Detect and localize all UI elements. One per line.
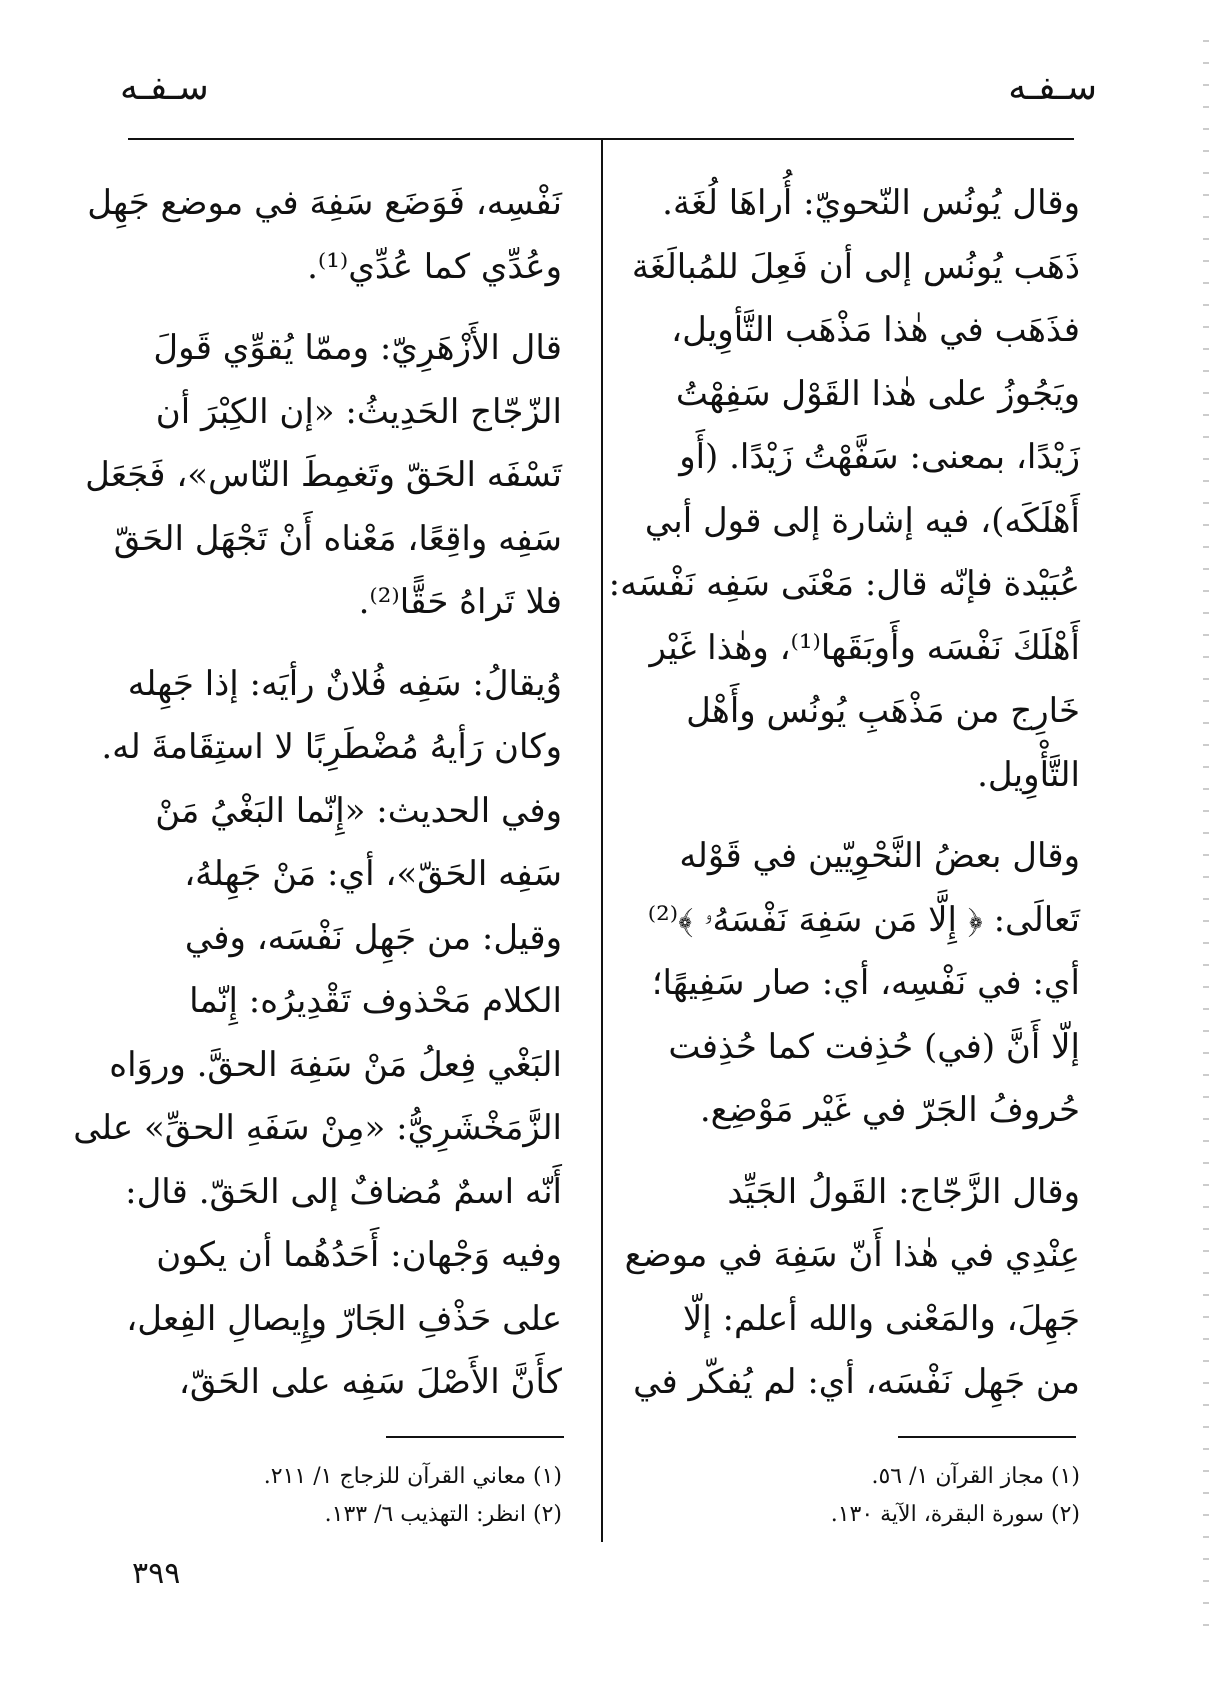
text-line: أَهْلَكَه)، فيه إشارة إلى قول أبي <box>644 500 1080 541</box>
text-line: حُروفُ الجَرّ في غَيْر مَوْضِع. <box>699 1090 1080 1130</box>
text-line: وقيل: من جَهِل نَفْسَه، وفي <box>184 917 562 958</box>
paragraph <box>624 1161 1080 1415</box>
text-line: ذَهَب يُونُس إلى أن فَعِلَ للمُبالَغَة <box>631 246 1080 287</box>
text-line: تَسْفَه الحَقّ وتَغمِطَ النّاس»، فَجَعَل <box>85 455 562 495</box>
text-line: ويَجُوزُ على هٰذا القَوْل سَفِهْتُ <box>675 373 1080 414</box>
text-line: البَغْي فِعلُ مَنْ سَفِهَ الحقَّ. وروَاه <box>109 1044 562 1085</box>
text-line: زَيْدًا، بمعنى: سَفَّهْتُ زَيْدًا. (أَو <box>679 437 1080 477</box>
text-line: من جَهِل نَفْسَه، أي: لم يُفكّر في <box>633 1362 1080 1402</box>
text-line: وقال يُونُس النّحويّ: أُراهَا لُغَة. <box>662 183 1080 223</box>
footnotes-left <box>122 1458 562 1534</box>
scan-margin-marks <box>1203 40 1209 1640</box>
text-line: قال الأَزْهَرِيّ: وممّا يُقوِّي قَولَ <box>153 328 562 368</box>
paragraph <box>87 172 562 299</box>
right-column-text <box>608 172 1080 1415</box>
footnotes-right <box>640 1458 1080 1534</box>
text-line: وفيه وَجْهان: أَحَدُهُما أن يكون <box>156 1235 562 1275</box>
text-line: التَّأْوِيل. <box>977 754 1080 795</box>
text-line: أَنّه اسمٌ مُضافٌ إلى الحَقّ. قال: <box>125 1171 562 1212</box>
paragraph <box>73 653 562 1415</box>
footnote: (٢) سورة البقرة، الآية ١٣٠. <box>830 1502 1080 1527</box>
footnote-rule-left <box>386 1436 564 1438</box>
footnote: (١) مجاز القرآن ١/ ٥٦. <box>871 1464 1080 1489</box>
paragraph <box>85 317 562 635</box>
text-line: سَفِه واقِعًا، مَعْناه أَنْ تَجْهَل الحَقّ <box>113 518 562 559</box>
footnote: (٢) انظر: التهذيب ٦/ ١٣٣. <box>324 1502 562 1527</box>
text-line: وعُدِّي كما عُدِّي⁽¹⁾. <box>307 246 562 287</box>
text-line: عِنْدِي في هٰذا أَنّ سَفِهَ في موضع <box>624 1235 1080 1275</box>
text-line: على حَذْفِ الجَارّ وإِيصالِ الفِعل، <box>126 1298 562 1339</box>
paragraph <box>640 825 1080 1143</box>
text-line: نَفْسِه، فَوَضَع سَفِهَ في موضع جَهِل <box>87 183 562 223</box>
text-line: الزَّمَخْشَرِيُّ: «مِنْ سَفَهِ الحقِّ» على <box>73 1108 562 1148</box>
page-number: ٣٩٩ <box>132 1556 181 1591</box>
text-line: خَارِج من مَذْهَبِ يُونُس وأَهْل <box>686 691 1080 731</box>
footnote-rule-right <box>898 1436 1076 1438</box>
text-line: الزّجّاج الحَدِيثُ: «إن الكِبْرَ أن <box>155 391 562 432</box>
text-line: وفي الحديث: «إِنّما البَغْيُ مَنْ <box>155 790 562 831</box>
text-line: إلّا أَنَّ (في) حُذِفت كما حُذِفت <box>668 1026 1080 1067</box>
text-line: وُيقالُ: سَفِه فُلانٌ رأيَه: إذا جَهِله <box>127 663 562 704</box>
text-line: وكان رَأيهُ مُضْطَرِبًا لا استِقَامةَ له. <box>101 727 562 767</box>
text-line: سَفِه الحَقّ»، أي: مَنْ جَهِلهُ، <box>184 854 562 894</box>
text-line: وقال الزَّجّاج: القَولُ الجَيِّد <box>727 1171 1080 1212</box>
text-line: أي: في نَفْسِه، أي: صار سَفِيهًا؛ <box>651 963 1080 1003</box>
running-header-left: سـفـه <box>120 67 209 108</box>
text-line: وقال بعضُ النَّحْوِيّين في قَوْله <box>679 836 1080 876</box>
footnote: (١) معاني القرآن للزجاج ١/ ٢١١. <box>263 1464 562 1489</box>
text-line: تَعالَى: ﴿ إِلَّا مَن سَفِهَ نَفْسَهُۥ ﴾⁽²⁾ <box>647 899 1080 940</box>
text-line: الكلام مَحْذوف تَقْدِيرُه: إِنّما <box>189 981 562 1021</box>
text-line: أَهْلَكَ نَفْسَه وأَوبَقَها⁽¹⁾، وهٰذا غَيْر <box>649 627 1080 668</box>
paragraph <box>608 172 1080 807</box>
text-line: فذَهَب في هٰذا مَذْهَب التَّأوِيل، <box>671 310 1080 350</box>
text-line: جَهِلَ، والمَعْنى والله أعلم: إلّا <box>682 1298 1080 1339</box>
column-divider <box>601 140 603 1542</box>
running-header-right: سـفـه <box>1008 67 1097 108</box>
text-line: عُبَيْدة فإنّه قال: مَعْنَى سَفِه نَفْسَه: <box>608 564 1080 604</box>
text-line: فلا تَراهُ حَقًّا⁽²⁾. <box>358 582 562 622</box>
left-column-text <box>73 172 562 1415</box>
text-line: كأَنَّ الأَصْلَ سَفِه على الحَقّ، <box>178 1362 562 1402</box>
